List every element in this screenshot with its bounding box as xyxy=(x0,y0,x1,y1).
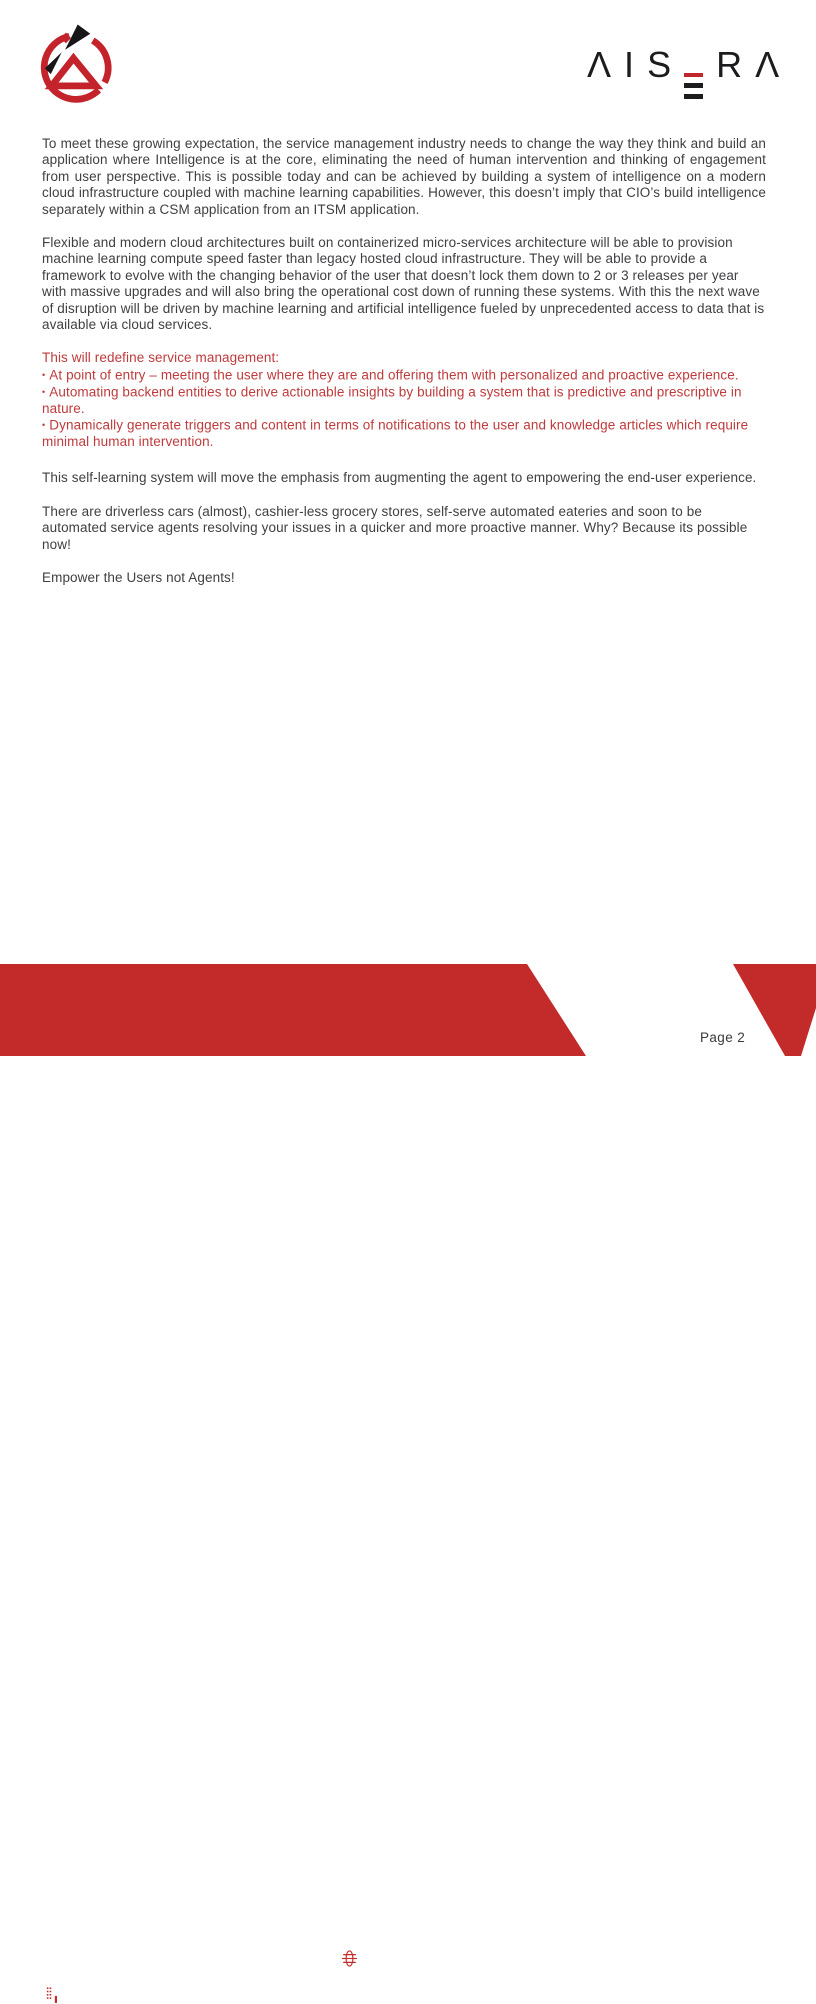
footer-corner-stripe xyxy=(733,964,816,1056)
paragraph-4: There are driverless cars (almost), cashier-less grocery stores, self-serve automated eateries and soon to be automated service agents resolving your issues in a quicker and more proactive manner. Why? Because its possible now! xyxy=(42,503,748,552)
bullet-glyph: • xyxy=(42,386,46,397)
envelope-icon xyxy=(188,1951,207,1966)
wordmark-letter-e-stylized-icon xyxy=(684,73,703,99)
paragraph-1: To meet these growing expectation, the service management industry needs to change the way they think and build an application where Intelligence is at the core, eliminating the need of human intervention and thinking of engagement from user perspective. This is possible today and can be achieved by building a system of intelligence on a modern cloud infrastructure coupled with machine learning capabilities. However, this doesn’t imply that CIO’s build intelligence separately within a CSM application from an ITSM application. xyxy=(42,136,766,217)
bullet-item-3 xyxy=(42,417,766,450)
footer-contact-block xyxy=(0,964,586,2004)
paragraph-2: Flexible and modern cloud architectures built on containerized micro-services architecture will be able to provision machine learning compute speed faster than legacy hosted cloud infrastructure. They will be able to provide a framework to evolve with the changing behavior of the user that doesn’t lock them down to 2 or 3 releases per year with massive upgrades and will also bring the operational cost down of running these systems. With this the next wave of disruption will be driven by machine learning and artificial intelligence fueled by unprecedented access to data that is available via cloud services. xyxy=(42,235,765,333)
page-number-label: Page 2 xyxy=(700,1030,746,1045)
bullet-glyph: • xyxy=(42,369,46,380)
footer-phone: (650) 655 7625 xyxy=(80,1953,166,1965)
phone-icon xyxy=(44,1946,64,1972)
footer-address: 2479 E Bayshore Rd. Suite 270, Palo Alto, CA 94303 xyxy=(84,1992,379,2004)
footer-email[interactable]: info@aisera.com xyxy=(222,1953,316,1965)
wordmark-letter-a2: Λ xyxy=(755,44,780,85)
highlight-heading: This will redefine service management: xyxy=(42,350,280,366)
bullet-glyph: • xyxy=(42,420,46,431)
footer-website[interactable]: www.aisera.com xyxy=(375,1953,466,1965)
bullet-text: Dynamically generate triggers and content in terms of notifications to the user and knowledge articles which require minimal human intervention. xyxy=(42,417,749,449)
paragraph-5: Empower the Users not Agents! xyxy=(42,570,235,586)
aisera-logo-icon xyxy=(34,22,118,106)
wordmark-letter-r: R xyxy=(716,44,743,85)
highlight-section xyxy=(42,350,766,450)
bullet-item-2 xyxy=(42,384,766,417)
wordmark-letter-i: I xyxy=(624,44,635,85)
paragraph-3: This self-learning system will move the emphasis from augmenting the agent to empowering the end-user experience. xyxy=(42,470,757,486)
bullet-text: Automating backend entities to derive actionable insights by building a system that is predictive and prescriptive in nature. xyxy=(42,384,742,416)
globe-icon xyxy=(341,1950,358,1967)
bullet-item-1 xyxy=(42,367,766,384)
document-body xyxy=(42,136,766,603)
bullet-text: At point of entry – meeting the user where they are and offering them with personalized and proactive experience. xyxy=(49,367,739,383)
wordmark-letter-s: S xyxy=(647,44,672,85)
wordmark-letter-a1: Λ xyxy=(587,44,612,85)
aisera-wordmark xyxy=(587,44,780,99)
building-icon xyxy=(44,1984,60,2004)
